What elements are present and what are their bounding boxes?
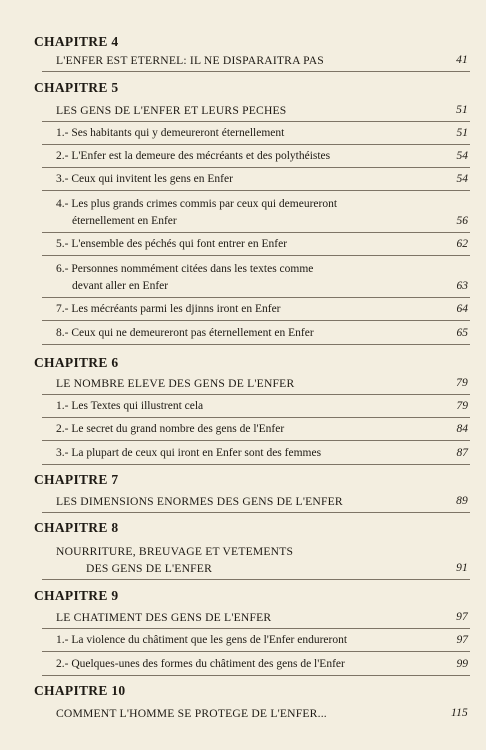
entry-title: LES GENS DE L'ENFER ET LEURS PECHES	[56, 104, 287, 117]
page-number: 54	[456, 150, 468, 162]
entry-title-continued: éternellement en Enfer	[72, 215, 177, 227]
page-number: 97	[456, 611, 468, 623]
entry-title: LES DIMENSIONS ENORMES DES GENS DE L'ENFER	[56, 495, 343, 508]
chapter-heading: CHAPITRE 9	[34, 588, 119, 603]
toc-entry	[42, 297, 470, 321]
toc-entry	[42, 394, 470, 418]
toc-entry	[42, 255, 470, 298]
entry-title: 3.- La plupart de ceux qui iront en Enfer sont des femmes	[56, 447, 322, 459]
page-number: 65	[456, 327, 468, 339]
toc-entry	[42, 144, 470, 168]
toc-entry	[42, 320, 470, 345]
entry-title: 3.- Ceux qui invitent les gens en Enfer	[56, 173, 233, 185]
entry-title: 2.- Le secret du grand nombre des gens de l'Enfer	[56, 423, 285, 435]
toc-entry	[42, 190, 470, 233]
toc-entry	[42, 604, 470, 629]
page-number: 51	[456, 127, 468, 139]
entry-title: 1.- Ses habitants qui y demeureront éternellement	[56, 127, 285, 139]
entry-title: 1.- Les Textes qui illustrent cela	[56, 400, 204, 412]
entry-title: 2.- Quelques-unes des formes du châtiment des gens de l'Enfer	[56, 658, 345, 670]
entry-title: 7.- Les mécréants parmi les djinns iront en Enfer	[56, 303, 281, 315]
entry-title: LE NOMBRE ELEVE DES GENS DE L'ENFER	[56, 377, 295, 390]
entry-title: L'ENFER EST ETERNEL: IL NE DISPARAITRA PAS	[56, 54, 324, 67]
page-number: 91	[456, 562, 468, 574]
toc-entry	[42, 417, 470, 441]
entry-title-continued: devant aller en Enfer	[72, 280, 169, 292]
page-number: 84	[456, 423, 468, 435]
entry-title: LE CHATIMENT DES GENS DE L'ENFER	[56, 611, 272, 624]
chapter-heading: CHAPITRE 7	[34, 472, 119, 487]
page-number: 97	[456, 634, 468, 646]
page-number: 89	[456, 495, 468, 507]
entry-title: 2.- L'Enfer est la demeure des mécréants et des polythéistes	[56, 150, 331, 162]
page-number: 63	[456, 280, 468, 292]
toc-entry	[42, 700, 470, 724]
page-number: 41	[456, 54, 468, 66]
entry-title: 6.- Personnes nommément citées dans les textes comme	[56, 263, 314, 275]
chapter-heading: CHAPITRE 5	[34, 80, 119, 95]
page-number: 79	[456, 377, 468, 389]
toc-entry	[42, 628, 470, 652]
toc-entry	[42, 232, 470, 256]
page-number: 99	[456, 658, 468, 670]
entry-title: COMMENT L'HOMME SE PROTEGE DE L'ENFER...	[56, 707, 327, 720]
toc-entry	[42, 537, 470, 580]
entry-title: 4.- Les plus grands crimes commis par ceux qui demeureront	[56, 198, 338, 210]
page-number: 51	[456, 104, 468, 116]
toc-entry	[42, 371, 470, 395]
chapter-heading: CHAPITRE 4	[34, 34, 119, 49]
page-number: 79	[456, 400, 468, 412]
chapter-heading: CHAPITRE 8	[34, 520, 119, 535]
entry-title: 1.- La violence du châtiment que les gens de l'Enfer endureront	[56, 634, 348, 646]
entry-title: 8.- Ceux qui ne demeureront pas éternellement en Enfer	[56, 327, 314, 339]
page-number: 87	[456, 447, 468, 459]
entry-title: 5.- L'ensemble des péchés qui font entrer en Enfer	[56, 238, 288, 250]
page-number: 56	[456, 215, 468, 227]
chapter-heading: CHAPITRE 6	[34, 355, 119, 370]
page-number: 64	[456, 303, 468, 315]
toc-entry	[42, 47, 470, 72]
page-number: 54	[456, 173, 468, 185]
entry-title: NOURRITURE, BREUVAGE ET VETEMENTS	[56, 545, 294, 558]
page-number: 115	[451, 707, 468, 719]
toc-entry	[42, 167, 470, 191]
toc-entry	[42, 97, 470, 122]
entry-title-continued: DES GENS DE L'ENFER	[86, 562, 213, 575]
toc-entry	[42, 440, 470, 465]
toc-entry	[42, 651, 470, 676]
toc-entry	[42, 121, 470, 145]
toc-entry	[42, 488, 470, 513]
page-number: 62	[456, 238, 468, 250]
chapter-heading: CHAPITRE 10	[34, 683, 126, 698]
